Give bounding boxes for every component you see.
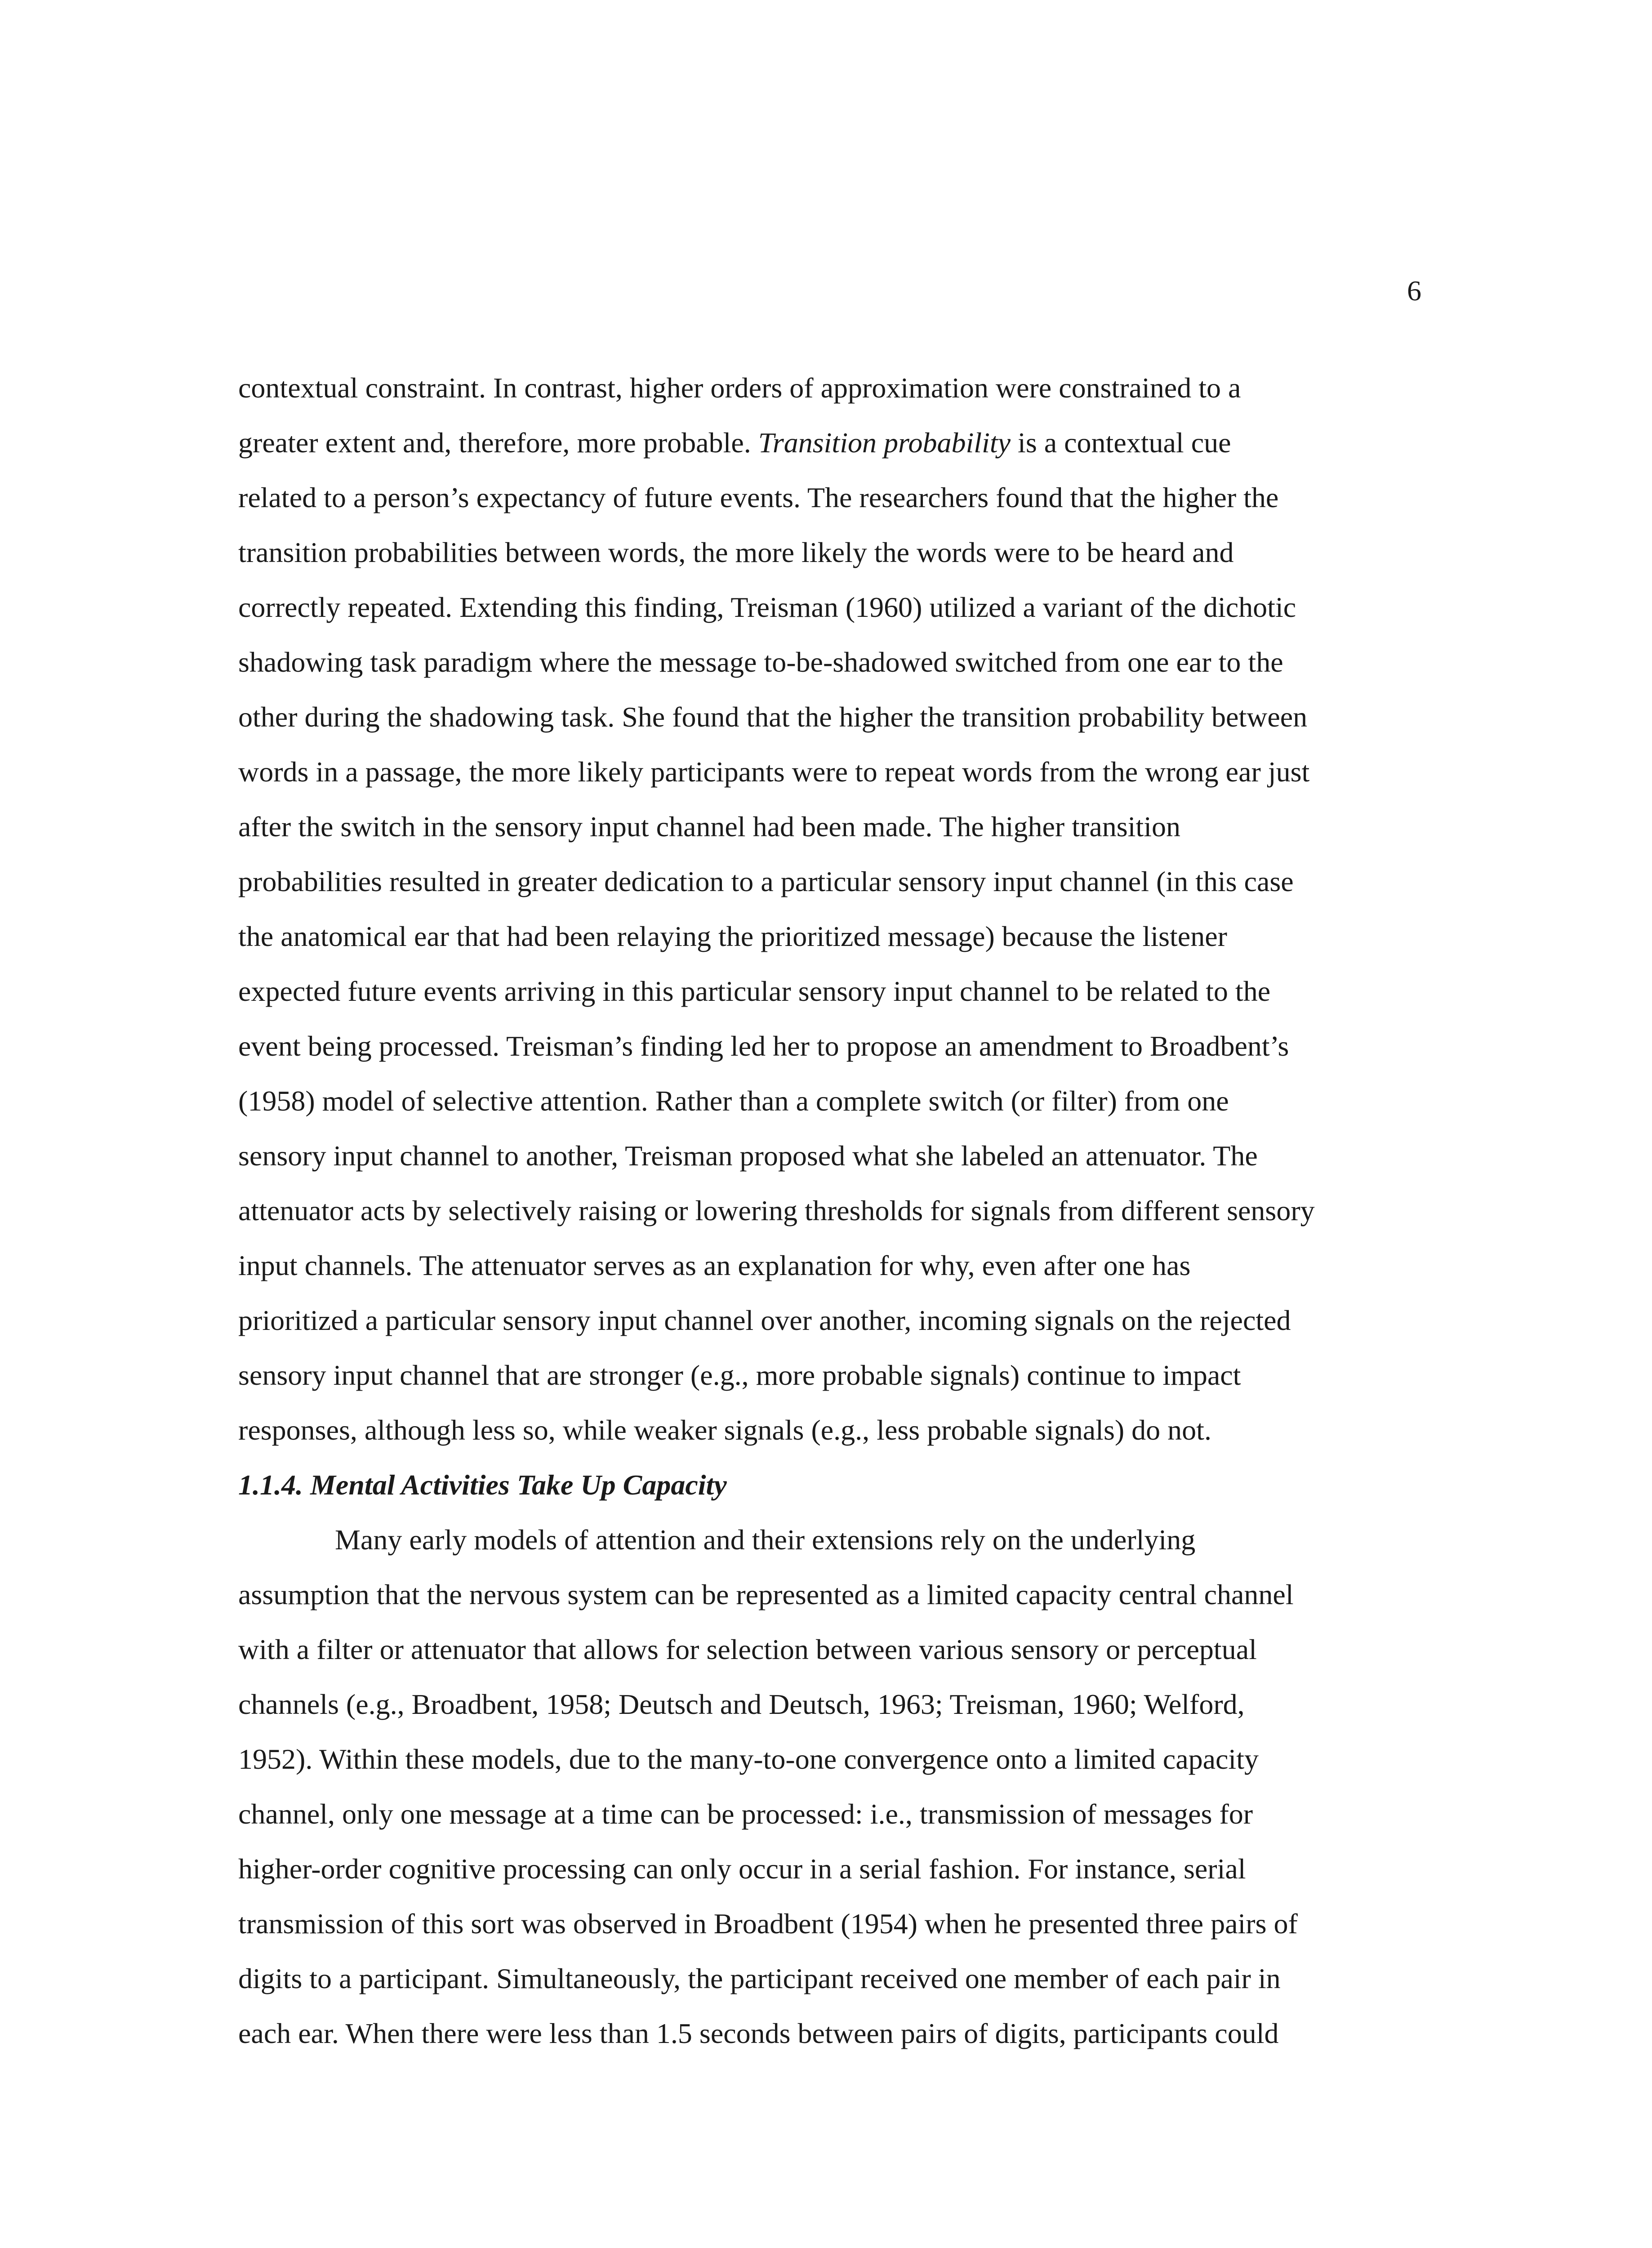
text-line: transition probabilities between words, the more likely the words were to be heard and [238,536,1234,568]
text-line: expected future events arriving in this particular sensory input channel to be related to the [238,975,1271,1007]
text-line: with a filter or attenuator that allows for selection between various sensory or perceptual [238,1633,1257,1665]
text-line: assumption that the nervous system can be represented as a limited capacity central channel [238,1579,1294,1610]
text-line: transmission of this sort was observed in Broadbent (1954) when he presented three pairs of [238,1908,1298,1940]
text-line: sensory input channel to another, Treisman proposed what she labeled an attenuator. The [238,1140,1258,1172]
text-line: sensory input channel that are stronger (e.g., more probable signals) continue to impact [238,1359,1241,1391]
italic-term: Transition probability [758,427,1011,459]
text-line: responses, although less so, while weaker signals (e.g., less probable signals) do not. [238,1414,1211,1446]
text-line [238,415,1479,470]
text-line: higher-order cognitive processing can only occur in a serial fashion. For instance, serial [238,1853,1246,1885]
section-heading: 1.1.4. Mental Activities Take Up Capacity [238,1469,727,1501]
text-line: attenuator acts by selectively raising or lowering thresholds for signals from different sensory [238,1195,1315,1227]
text-line: (1958) model of selective attention. Rather than a complete switch (or filter) from one [238,1085,1229,1117]
text-line: contextual constraint. In contrast, higher orders of approximation were constrained to a [238,372,1241,404]
body-text [238,361,1479,2061]
page-number: 6 [1407,275,1421,307]
text-line: prioritized a particular sensory input channel over another, incoming signals on the rejected [238,1304,1291,1336]
text-line: after the switch in the sensory input channel had been made. The higher transition [238,811,1180,843]
text-span: greater extent and, therefore, more probable. [238,427,758,459]
text-line: shadowing task paradigm where the message to-be-shadowed switched from one ear to the [238,646,1283,678]
text-line: channel, only one message at a time can be processed: i.e., transmission of messages for [238,1798,1253,1830]
text-line: related to a person’s expectancy of future events. The researchers found that the higher the [238,482,1279,513]
text-line: words in a passage, the more likely participants were to repeat words from the wrong ear just [238,756,1310,788]
text-line: 1952). Within these models, due to the many-to-one convergence onto a limited capacity [238,1743,1259,1775]
text-line: Many early models of attention and their extensions rely on the underlying [335,1524,1196,1556]
text-line: correctly repeated. Extending this finding, Treisman (1960) utilized a variant of the dichotic [238,591,1296,623]
text-line: event being processed. Treisman’s finding led her to propose an amendment to Broadbent’s [238,1030,1289,1062]
text-line: input channels. The attenuator serves as an explanation for why, even after one has [238,1249,1191,1281]
text-line: digits to a participant. Simultaneously, the participant received one member of each pair in [238,1963,1281,1994]
text-span: is a contextual cue [1011,427,1231,459]
text-line: each ear. When there were less than 1.5 seconds between pairs of digits, participants could [238,2017,1279,2049]
text-line: other during the shadowing task. She found that the higher the transition probability between [238,701,1308,733]
text-line: channels (e.g., Broadbent, 1958; Deutsch and Deutsch, 1963; Treisman, 1960; Welford, [238,1688,1245,1720]
text-line: probabilities resulted in greater dedication to a particular sensory input channel (in this case [238,865,1294,897]
text-line: the anatomical ear that had been relaying the prioritized message) because the listener [238,920,1227,952]
